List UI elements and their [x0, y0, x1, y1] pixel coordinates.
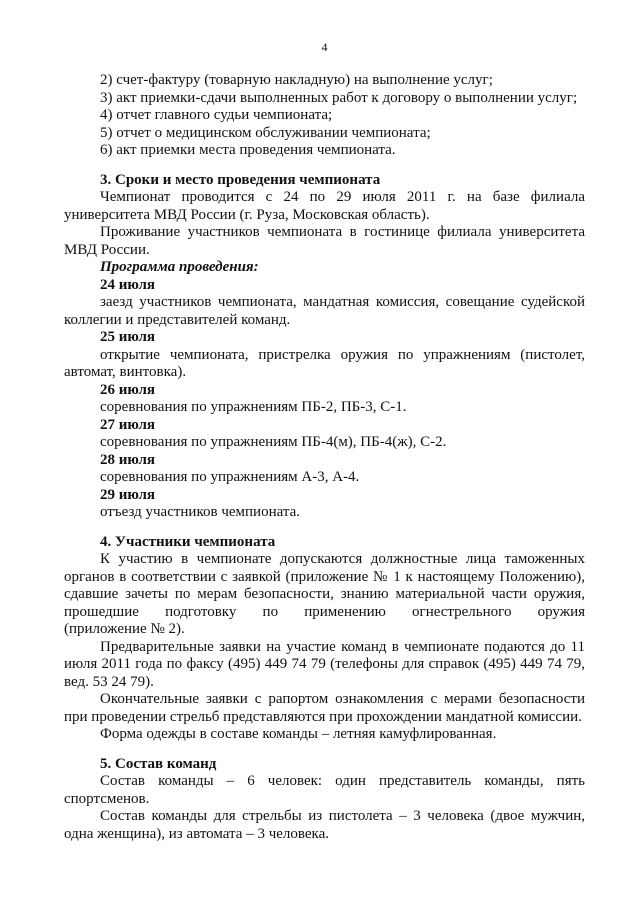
list-item: 3) акт приемки-сдачи выполненных работ к договору о выполнении услуг; — [100, 89, 578, 106]
schedule-text: соревнования по упражнениям ПБ-2, ПБ-3, С-1. — [100, 399, 407, 415]
schedule-text: открытие чемпионата, пристрелка оружия по упражнениям (пистолет, автомат, винтовка). — [64, 346, 585, 380]
schedule-text: отъезд участников чемпионата. — [100, 504, 301, 520]
paragraph: Окончательные заявки с рапортом ознакомления с мерами безопасности при проведении стрельб представляются при прохождении мандатной комиссии. — [64, 691, 585, 725]
list-item: 2) счет-фактуру (товарную накладную) на выполнение услуг; — [100, 72, 493, 88]
paragraph: Состав команды для стрельбы из пистолета – 3 человека (двое мужчин, одна женщина), из автомата – 3 человека. — [64, 808, 585, 842]
documents-list — [64, 72, 585, 160]
schedule-date: 29 июля — [100, 486, 156, 503]
section-4 — [64, 534, 585, 744]
paragraph: К участию в чемпионате допускаются должностные лица таможенных органов в соответствии с заявкой (приложение № 1 к настоящему Положению), сдавшие зачеты по мерам безопасности, знанию материальной части оружия, прошедшие подготовку по применению огнестрельного оружия — [64, 551, 585, 620]
schedule — [64, 277, 585, 522]
schedule-date: 24 июля — [100, 276, 156, 293]
section-heading: 3. Сроки и место проведения чемпионата — [100, 171, 381, 188]
section-5 — [64, 756, 585, 844]
paragraph: Состав команды – 6 человек: один представитель команды, пять спортсменов. — [64, 773, 585, 807]
list-item: 4) отчет главного судьи чемпионата; — [100, 107, 333, 123]
list-item: 6) акт приемки места проведения чемпионата. — [100, 142, 396, 158]
schedule-text: заезд участников чемпионата, мандатная комиссия, совещание судейской коллегии и представителей команд. — [64, 294, 585, 328]
paragraph: (приложение № 2). — [64, 621, 185, 637]
schedule-date: 27 июля — [100, 416, 156, 433]
schedule-date: 26 июля — [100, 381, 156, 398]
paragraph: Предварительные заявки на участие команд в чемпионате подаются до 11 июля 2011 года по факсу (495) 449 74 79 (телефоны для справок (495) 449 74 79, вед. 53 24 79). — [64, 638, 585, 690]
section-heading: 4. Участники чемпионата — [100, 533, 276, 550]
paragraph: Форма одежды в составе команды – летняя камуфлированная. — [100, 726, 497, 742]
page-number: 4 — [321, 40, 328, 54]
section-3 — [64, 172, 585, 522]
paragraph: Проживание участников чемпионата в гостинице филиала университета МВД России. — [64, 224, 585, 258]
schedule-date: 28 июля — [100, 451, 156, 468]
schedule-text: соревнования по упражнениям ПБ-4(м), ПБ-4(ж), С-2. — [100, 434, 447, 450]
section-heading: 5. Состав команд — [100, 755, 217, 772]
schedule-text: соревнования по упражнениям А-3, А-4. — [100, 469, 360, 485]
schedule-date: 25 июля — [100, 329, 156, 345]
paragraph: Чемпионат проводится с 24 по 29 июля 2011 г. на базе филиала университета МВД России (г. Руза, Московская область). — [64, 189, 585, 223]
list-item: 5) отчет о медицинском обслуживании чемпионата; — [100, 124, 431, 141]
program-heading: Программа проведения: — [100, 259, 259, 275]
